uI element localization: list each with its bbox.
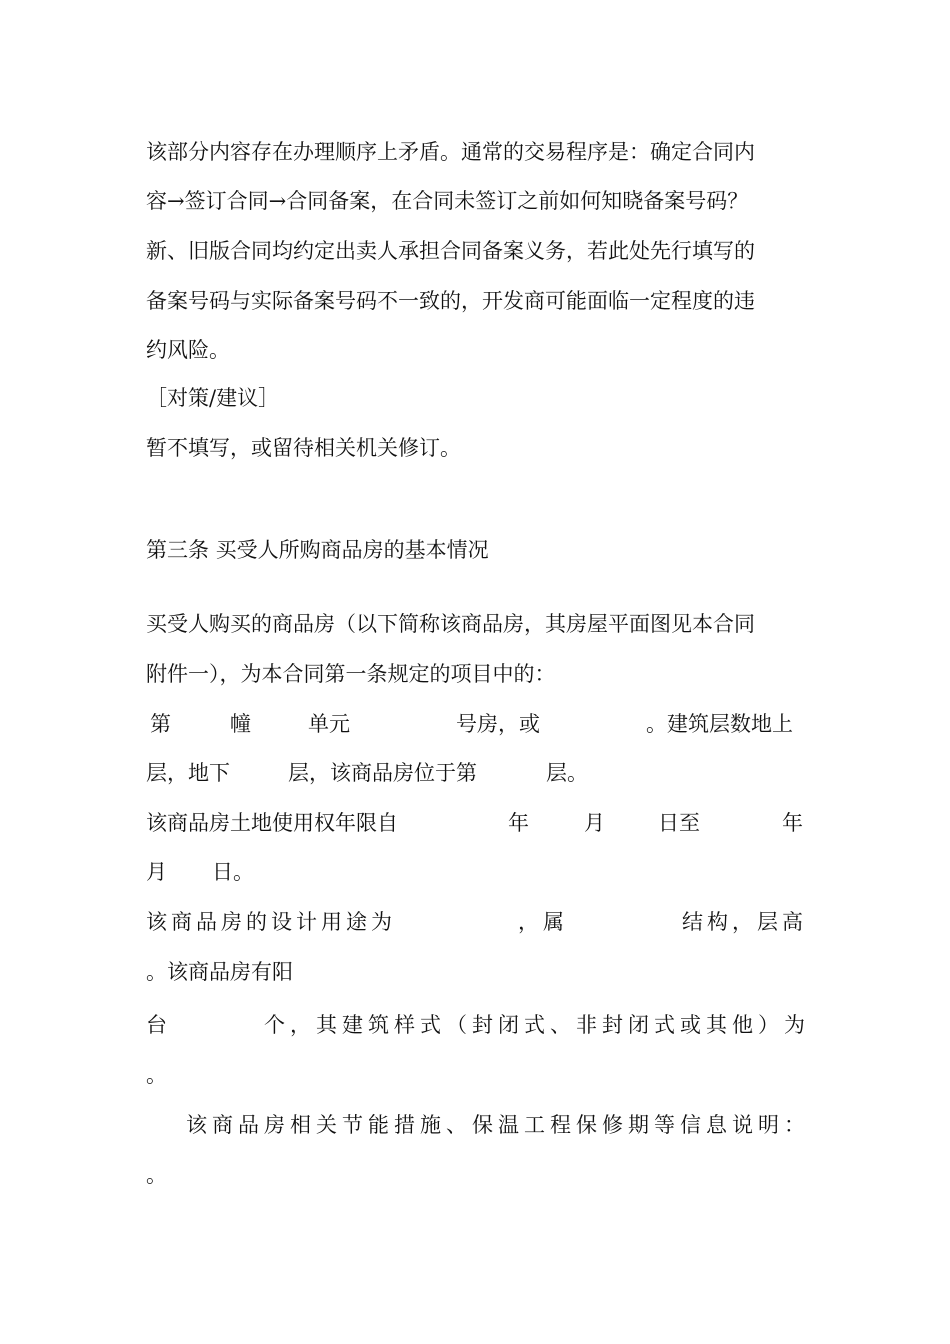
land-use-line xyxy=(146,808,806,838)
text-tai: 台 xyxy=(146,1013,171,1037)
paragraph-line: 该部分内容存在办理顺序上矛盾。通常的交易程序是：确定合同内 xyxy=(146,140,755,164)
text-nian: 年 xyxy=(508,811,529,835)
text-danyuan: 单元 xyxy=(308,712,350,736)
energy-line: 该商品房相关节能措施、保温工程保修期等信息说明： xyxy=(186,1113,810,1137)
energy-end: 。 xyxy=(146,1163,167,1187)
text-ceng2: 层，该商品房位于第 xyxy=(288,761,477,785)
paragraph-line: 容→签订合同→合同备案，在合同未签订之前如何知晓备案号码？ xyxy=(146,189,749,213)
text-haofang: 号房，或 xyxy=(456,712,540,736)
balcony-end: 。 xyxy=(146,1063,167,1087)
text-ge: 个，其建筑样式（封闭式、非封闭式或其他）为 xyxy=(264,1013,810,1037)
paragraph-line: 备案号码与实际备案号码不一致的，开发商可能面临一定程度的违 xyxy=(146,289,755,313)
text-ceng: 层，地下 xyxy=(146,761,230,785)
text-yue2: 月 xyxy=(146,860,167,884)
paragraph-line: 新、旧版合同均约定出卖人承担合同备案义务，若此处先行填写的 xyxy=(146,239,755,263)
paragraph-line: 约风险。 xyxy=(146,338,230,362)
text-ri-zhi: 日至 xyxy=(658,811,700,835)
design-line xyxy=(146,907,806,937)
article-title: 第三条 买受人所购商品房的基本情况 xyxy=(146,538,489,562)
text-zhuang: 幢 xyxy=(230,712,251,736)
design-line-2: 。该商品房有阳 xyxy=(146,960,293,984)
floors-line xyxy=(146,758,806,788)
text-nian2: 年 xyxy=(782,811,803,835)
text-jiegou: 结构，层高 xyxy=(682,910,807,934)
text-di: 第 xyxy=(150,712,171,736)
text-design-label: 该商品房的设计用途为 xyxy=(146,910,396,934)
suggestion-text: 暂不填写，或留待相关机关修订。 xyxy=(146,436,461,460)
article-intro-line: 附件一），为本合同第一条规定的项目中的： xyxy=(146,662,556,686)
location-line xyxy=(146,709,806,739)
text-floors-above: 。建筑层数地上 xyxy=(646,712,793,736)
suggestion-heading: ［对策/建议］ xyxy=(146,386,280,410)
land-use-line-2 xyxy=(146,857,806,887)
text-ceng3: 层。 xyxy=(546,761,588,785)
text-yue: 月 xyxy=(584,811,605,835)
text-land-label: 该商品房土地使用权年限自 xyxy=(146,811,398,835)
article-intro-line: 买受人购买的商品房（以下简称该商品房，其房屋平面图见本合同 xyxy=(146,612,755,636)
text-shu: ，属 xyxy=(518,910,568,934)
balcony-line xyxy=(146,1010,810,1040)
text-ri: 日。 xyxy=(212,860,254,884)
